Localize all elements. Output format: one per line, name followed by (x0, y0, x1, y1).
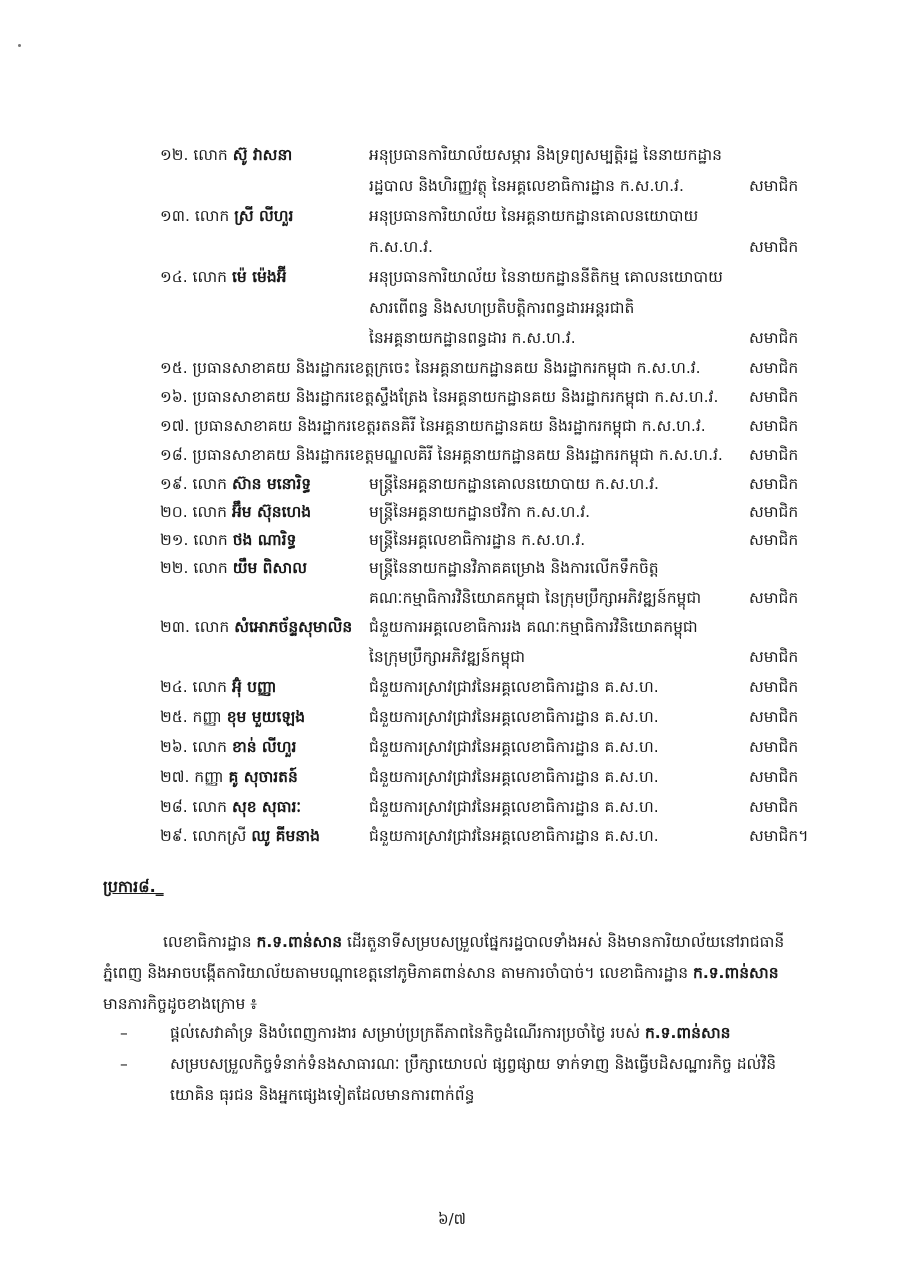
member-row (0, 201, 904, 231)
member-name: ស៊ូ វាសនា (232, 146, 293, 164)
member-row (0, 821, 904, 851)
member-description: ជំនួយការស្រាវជ្រាវនៃអគ្គលេខាធិការដ្ឋាន គ.ស.ហ. (369, 678, 659, 696)
paragraph-text: ដើរតួនាទីសម្របសម្រួលផ្នែករដ្ឋបាលទាំងអស់ និងមានការិយាល័យនៅរាជធានីភ្នំពេញ និងអាចបង្កើតការិយាល័យតាមបណ្តាខេត្តនៅភូមិភាគពាន់សាន តាមការចាំបាច់។ លេខាធិការដ្ឋាន (103, 933, 785, 982)
member-row (0, 411, 904, 441)
member-status: សមាជិក (749, 708, 799, 726)
member-label (160, 469, 311, 499)
member-description: ១៥. ប្រធានសាខាគយ និងរដ្ឋាករខេត្តក្រចេះ នៃអគ្គនាយកដ្ឋានគយ និងរដ្ឋាករកម្ពុជា ក.ស.ហ.វ. (160, 359, 701, 377)
member-label (160, 553, 307, 583)
member-title: ២៥. កញ្ញា (160, 708, 227, 726)
member-name: ខុម មួយឡេង (226, 708, 306, 726)
member-name: ខាន់ លីហួរ (231, 738, 297, 756)
member-title: ២៦. លោក (160, 738, 232, 756)
member-title: ២៣. លោក (160, 618, 235, 636)
member-description: នៃអគ្គនាយកដ្ឋានពន្ធដារ ក.ស.ហ.វ. (369, 329, 576, 347)
member-status: សមាជិក។ (749, 827, 809, 845)
member-name: ថង ណារិទ្ធ (232, 531, 297, 549)
member-row-continued (0, 583, 904, 613)
member-status: សមាជិក (749, 177, 799, 195)
member-description: នៃក្រុមប្រឹក្សាអភិវឌ្ឍន៍កម្ពុជា (369, 648, 525, 666)
member-row-continued (0, 293, 904, 323)
member-description: ១៦. ប្រធានសាខាគយ និងរដ្ឋាករខេត្តស្ទឹងត្រែង នៃអគ្គនាយកដ្ឋានគយ និងរដ្ឋាករកម្ពុជា ក.ស.ហ.វ. (160, 388, 719, 406)
member-label (160, 262, 287, 292)
member-title: ២២. លោក (160, 559, 233, 577)
member-description: គណៈកម្មាធិការវិនិយោគកម្ពុជា នៃក្រុមប្រឹក្សាអភិវឌ្ឍន៍កម្ពុជា (369, 589, 702, 607)
member-label (160, 762, 298, 792)
article-heading: ប្រការ៨._ (103, 877, 164, 896)
member-description: ក.ស.ហ.វ. (369, 238, 433, 256)
member-title: ១៤. លោក (160, 268, 232, 286)
member-status: សមាជិក (749, 503, 799, 521)
member-description: អនុប្រធានការិយាល័យសម្ភារ និងទ្រព្យសម្បត្តិរដ្ឋ នៃនាយកដ្ឋាន (369, 146, 723, 164)
member-title: ២០. លោក (160, 503, 232, 521)
member-label (160, 792, 301, 822)
member-description: មន្ត្រីនៃអគ្គលេខាធិការដ្ឋាន ក.ស.ហ.វ. (369, 531, 586, 549)
bullet-dash: – (120, 1024, 128, 1042)
member-row (0, 792, 904, 822)
member-description: ជំនួយការអគ្គលេខាធិការរង គណៈកម្មាធិការវិនិយោគកម្ពុជា (369, 618, 698, 636)
member-description: ១៨. ប្រធានសាខាគយ និងរដ្ឋាករខេត្តមណ្ឌលគិរី នៃអគ្គនាយកដ្ឋានគយ និងរដ្ឋាករកម្ពុជា ក.ស.ហ.វ. (160, 446, 723, 464)
member-name: ម៉េ ម៉េងអ៊ី (231, 268, 287, 286)
member-description: ជំនួយការស្រាវជ្រាវនៃអគ្គលេខាធិការដ្ឋាន គ.ស.ហ. (369, 768, 659, 786)
member-title: ២៩. លោកស្រី (160, 827, 252, 845)
member-row (0, 762, 904, 792)
member-description: អនុប្រធានការិយាល័យ នៃអគ្គនាយកដ្ឋានគោលនយោបាយ (369, 207, 699, 225)
duty-text (170, 1018, 810, 1049)
page-number: ៦/៧ (438, 1210, 466, 1228)
member-status: សមាជិក (749, 768, 799, 786)
member-label (160, 702, 305, 732)
member-row (0, 732, 904, 762)
member-label (160, 525, 296, 555)
committee-abbr: ក.ទ.ពាន់សាន (692, 964, 779, 982)
member-row-continued (0, 171, 904, 201)
member-status: សមាជិក (749, 648, 799, 666)
member-description: មន្ត្រីនៃអគ្គនាយកដ្ឋានថវិកា ក.ស.ហ.វ. (369, 503, 591, 521)
paragraph-text: លេខាធិការដ្ឋាន (163, 933, 257, 951)
member-description: មន្ត្រីនៃអគ្គនាយកដ្ឋានគោលនយោបាយ ក.ស.ហ.វ. (369, 475, 659, 493)
member-row (0, 140, 904, 170)
member-description: មន្ត្រីនៃនាយកដ្ឋានវិភាគគម្រោង និងការលើកទឹកចិត្ត (369, 559, 659, 577)
bullet-dash: – (120, 1055, 128, 1073)
committee-abbr: ក.ទ.ពាន់សាន (256, 933, 343, 951)
member-row (0, 612, 904, 642)
member-status: សមាជិក (749, 238, 799, 256)
article-paragraph (103, 927, 803, 1020)
member-row (0, 702, 904, 732)
member-status: សមាជិក (749, 798, 799, 816)
member-name: គូ សុចារតន៍ (228, 768, 298, 786)
member-description: សារពើពន្ធ និងសហប្រតិបត្តិការពន្ធដារអន្តរជាតិ (369, 299, 635, 317)
member-row (0, 525, 904, 555)
member-row (0, 353, 904, 383)
paragraph-text: មានភារកិច្ចដូចខាងក្រោម ៖ (103, 995, 258, 1013)
member-status: សមាជិក (749, 359, 799, 377)
member-title: ១៩. លោក (160, 475, 232, 493)
member-label (160, 497, 311, 527)
member-row (0, 672, 904, 702)
duty-text: សម្របសម្រួលកិច្ចទំនាក់ទំនងសាធារណៈ ប្រឹក្សាយោបល់ ផ្សព្វផ្សាយ ទាក់ទាញ និងធ្វើបដិសណ្ឋារកិច្ច ដល់វិនិយោគិន ធុរជន និងអ្នកផ្សេងទៀតដែលមានការពាក់ព័ន្ធ (170, 1055, 777, 1104)
member-description: ១៧. ប្រធានសាខាគយ និងរដ្ឋាករខេត្តរតនគិរី នៃអគ្គនាយកដ្ឋានគយ និងរដ្ឋាករកម្ពុជា ក.ស.ហ.វ. (160, 417, 706, 435)
member-title: ១៣. លោក (160, 207, 235, 225)
member-row (0, 440, 904, 470)
member-row (0, 497, 904, 527)
member-description: រដ្ឋបាល និងហិរញ្ញវត្ថុ នៃអគ្គលេខាធិការដ្ឋាន ក.ស.ហ.វ. (369, 177, 684, 195)
member-name: យឹម ពិសាល (232, 559, 307, 577)
member-title: ២៤. លោក (160, 678, 232, 696)
member-name: ស៊ាន មនោរិទ្ធ (231, 475, 312, 493)
member-status: សមាជិក (749, 417, 799, 435)
member-name: អ៊ឹម ស៊ុនហេង (231, 503, 312, 521)
member-row-continued (0, 232, 904, 262)
member-label (160, 732, 296, 762)
member-name: អ៊ុំ បញ្ញា (231, 678, 277, 696)
member-status: សមាជិក (749, 738, 799, 756)
member-row (0, 382, 904, 412)
member-label (160, 672, 276, 702)
member-row (0, 262, 904, 292)
member-title: ២១. លោក (160, 531, 233, 549)
member-row-continued (0, 323, 904, 353)
member-status: សមាជិក (749, 678, 799, 696)
member-label (160, 821, 320, 851)
member-name: ឈូ គីមនាង (251, 827, 320, 845)
member-label (160, 140, 292, 170)
committee-abbr: ក.ទ.ពាន់សាន (644, 1024, 731, 1042)
member-status: សមាជិក (749, 589, 799, 607)
member-title: ២៧. កញ្ញា (160, 768, 229, 786)
duty-text-part: ផ្តល់សេវាគាំទ្រ និងបំពេញការងារ សម្រាប់ប្រក្រតីភាពនៃកិច្ចដំណើរការប្រចាំថ្ងៃ របស់ (170, 1024, 645, 1042)
member-label (160, 201, 293, 231)
member-row-continued (0, 642, 904, 672)
member-row (0, 553, 904, 583)
member-status: សមាជិក (749, 388, 799, 406)
member-name: សំអោភច័ន្ទសុមាលិន (234, 618, 353, 636)
member-description: ជំនួយការស្រាវជ្រាវនៃអគ្គលេខាធិការដ្ឋាន គ.ស.ហ. (369, 827, 659, 845)
member-description: ជំនួយការស្រាវជ្រាវនៃអគ្គលេខាធិការដ្ឋាន គ.ស.ហ. (369, 738, 659, 756)
member-title: ១២. លោក (160, 146, 233, 164)
member-row (0, 469, 904, 499)
member-title: ២៨. លោក (160, 798, 232, 816)
member-description: អនុប្រធានការិយាល័យ នៃនាយកដ្ឋាននីតិកម្ម គោលនយោបាយ (369, 268, 723, 286)
member-status: សមាជិក (749, 446, 799, 464)
member-name: សុខ សុធារៈ (231, 798, 302, 816)
member-name: ស្រី លីហួរ (234, 207, 294, 225)
member-status: សមាជិក (749, 475, 799, 493)
member-status: សមាជិក (749, 531, 799, 549)
member-label (160, 612, 352, 642)
member-description: ជំនួយការស្រាវជ្រាវនៃអគ្គលេខាធិការដ្ឋាន គ.ស.ហ. (369, 708, 659, 726)
member-status: សមាជិក (749, 329, 799, 347)
member-description: ជំនួយការស្រាវជ្រាវនៃអគ្គលេខាធិការដ្ឋាន គ.ស.ហ. (369, 798, 659, 816)
